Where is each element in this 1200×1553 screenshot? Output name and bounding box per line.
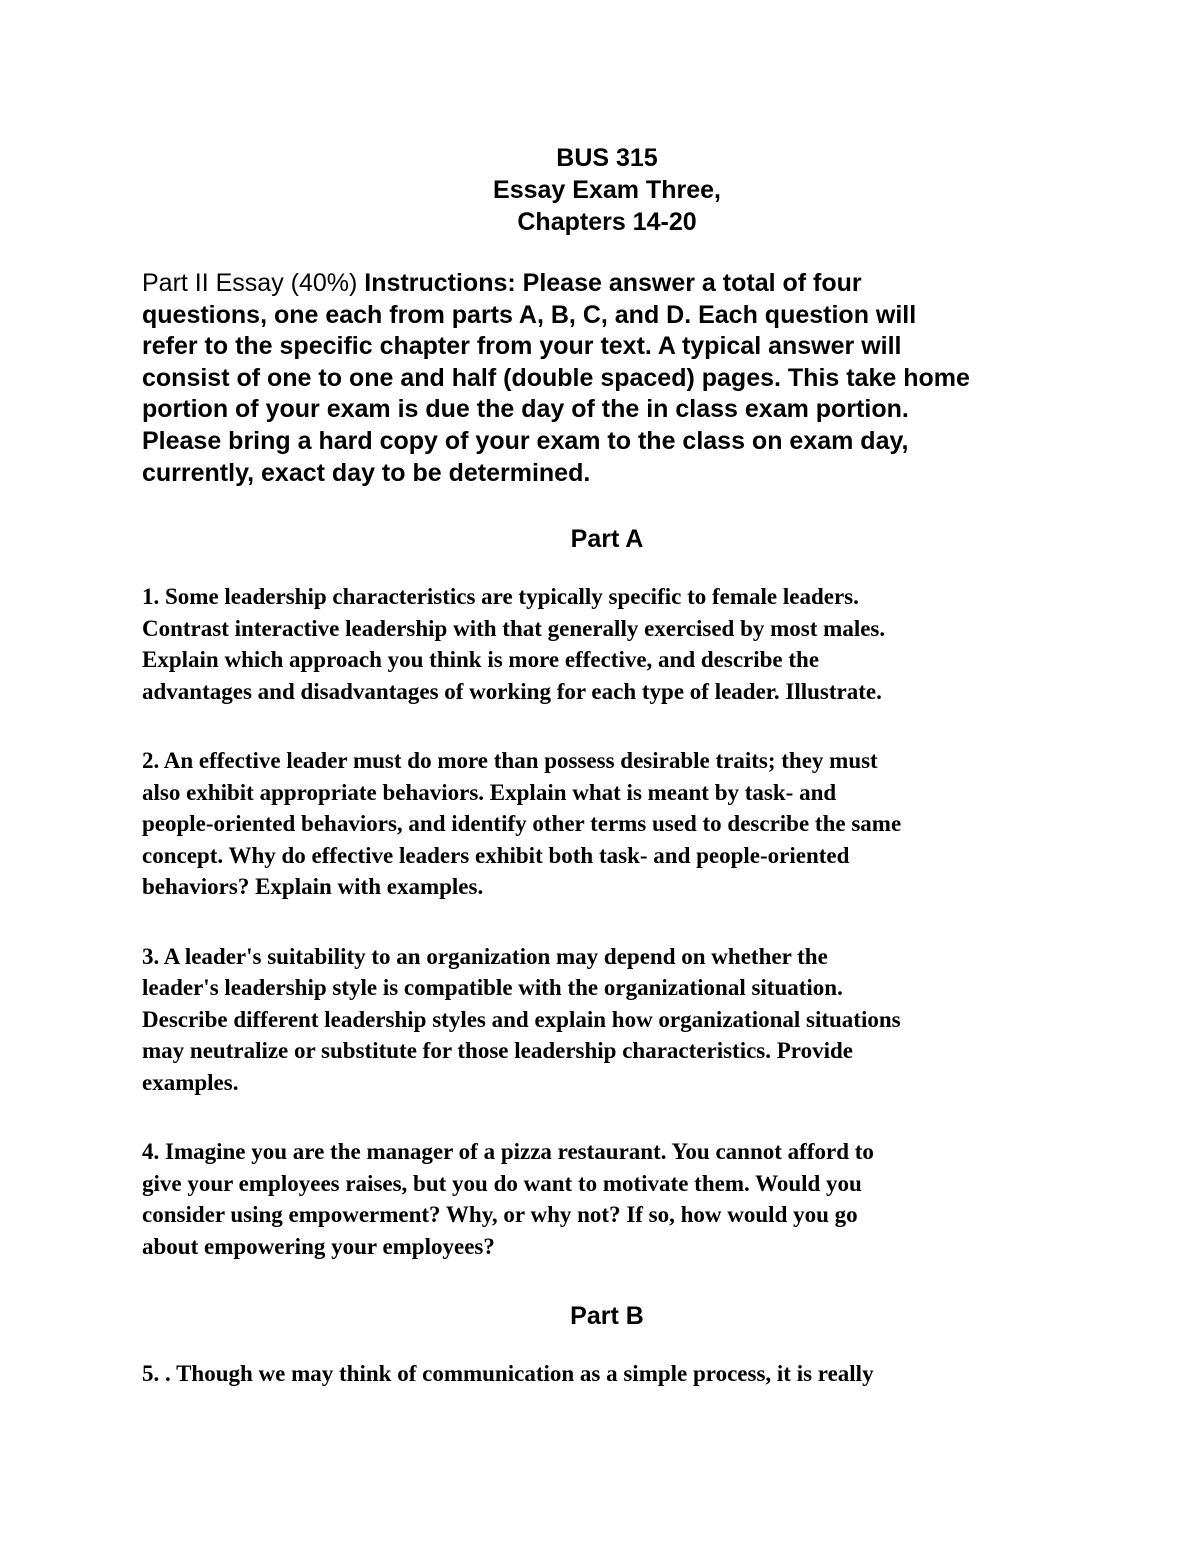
question-line: leader's leadership style is compatible with the organizational situation.	[142, 975, 843, 1001]
question-3	[142, 941, 1072, 1099]
instructions-paragraph	[142, 268, 1072, 489]
instructions-percentage: (40%)	[290, 269, 358, 297]
question-line: 4. Imagine you are the manager of a pizza restaurant. You cannot afford to	[142, 1139, 874, 1165]
instructions-line: portion of your exam is due the day of the in class exam portion.	[142, 395, 909, 424]
instructions-line: consist of one to one and half (double spaced) pages. This take home	[142, 363, 970, 392]
instructions-line: Please bring a hard copy of your exam to the class on exam day,	[142, 426, 909, 455]
question-line: also exhibit appropriate behaviors. Explain what is meant by task- and	[142, 779, 837, 805]
question-line: Contrast interactive leadership with that generally exercised by most males.	[142, 615, 886, 641]
question-5	[142, 1358, 1072, 1390]
question-line: about empowering your employees?	[142, 1233, 495, 1259]
question-line: examples.	[142, 1069, 239, 1095]
part-a-heading: Part A	[570, 525, 644, 554]
part-b-heading: Part B	[570, 1302, 644, 1331]
chapter-range: Chapters 14-20	[517, 208, 697, 236]
question-line: behaviors? Explain with examples.	[142, 874, 484, 900]
question-1	[142, 581, 1072, 707]
question-line: 1. Some leadership characteristics are typically specific to female leaders.	[142, 584, 859, 610]
course-code: BUS 315	[556, 144, 658, 172]
question-2	[142, 745, 1072, 903]
question-line: advantages and disadvantages of working for each type of leader. Illustrate.	[142, 678, 882, 704]
instructions-text: Instructions: Please answer a total of four	[357, 269, 862, 297]
instructions-line: refer to the specific chapter from your text. A typical answer will	[142, 332, 902, 361]
instructions-line: currently, exact day to be determined.	[142, 458, 591, 487]
exam-header	[142, 142, 1072, 238]
question-line: 2. An effective leader must do more than possess desirable traits; they must	[142, 748, 878, 774]
question-line: Describe different leadership styles and explain how organizational situations	[142, 1006, 901, 1032]
question-line: Explain which approach you think is more effective, and describe the	[142, 647, 820, 673]
question-line: may neutralize or substitute for those leadership characteristics. Provide	[142, 1038, 853, 1064]
instructions-line: questions, one each from parts A, B, C, and D. Each question will	[142, 300, 917, 329]
question-line: concept. Why do effective leaders exhibit both task- and people-oriented	[142, 842, 850, 868]
question-4	[142, 1136, 1072, 1262]
question-line: 3. A leader's suitability to an organization may depend on whether the	[142, 943, 828, 969]
question-line: people-oriented behaviors, and identify other terms used to describe the same	[142, 811, 902, 837]
question-line: give your employees raises, but you do want to motivate them. Would you	[142, 1170, 862, 1196]
instructions-line	[142, 268, 1072, 300]
question-line: 5. . Though we may think of communication as a simple process, it is really	[142, 1361, 874, 1387]
question-line: consider using empowerment? Why, or why not? If so, how would you go	[142, 1202, 858, 1228]
exam-title: Essay Exam Three,	[493, 176, 721, 204]
instructions-lead: Part II Essay	[142, 269, 291, 297]
document-content	[142, 142, 1072, 1428]
